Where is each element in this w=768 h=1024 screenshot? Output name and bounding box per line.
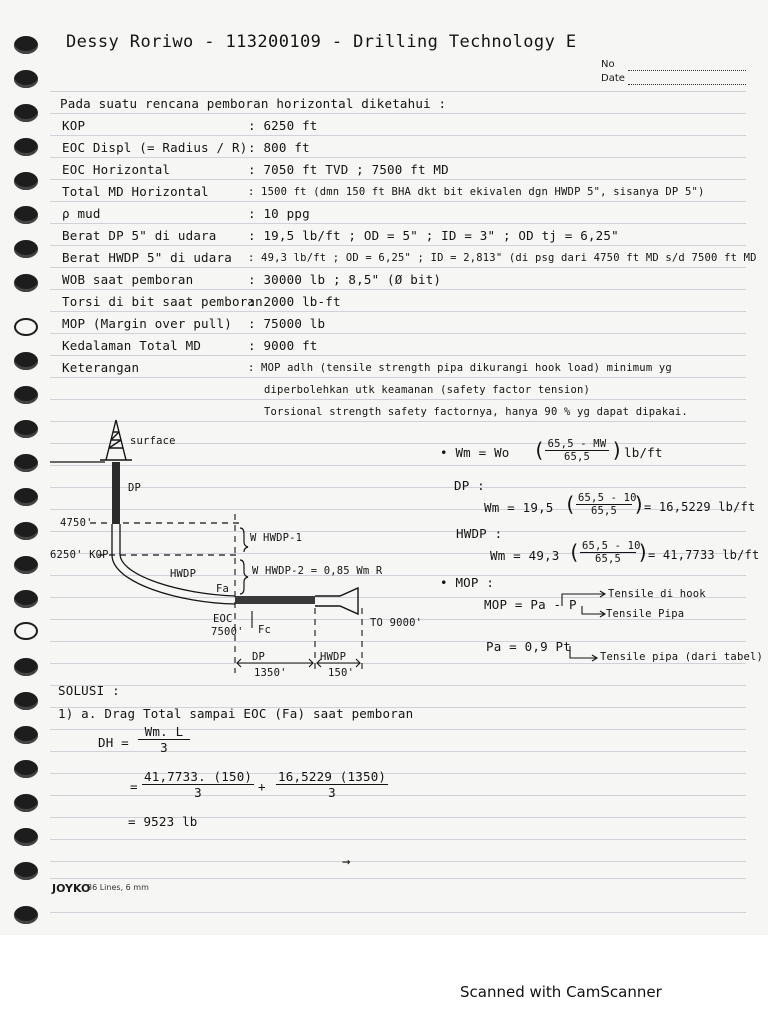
derrick-icon xyxy=(100,420,132,460)
frac-den: 65,5 xyxy=(563,451,591,463)
frac-den: 65,5 xyxy=(594,553,622,565)
formula-mop-label: • MOP : xyxy=(440,575,495,590)
given-label: Berat DP 5" di udara xyxy=(62,228,217,243)
frac-num: Wm. L xyxy=(138,724,190,740)
given-label: Berat HWDP 5" di udara xyxy=(62,250,232,265)
diagram-surface-label: surface xyxy=(130,435,176,447)
paren-open: ( xyxy=(568,540,581,564)
given-label: Total MD Horizontal xyxy=(62,184,209,199)
diagram-len-dp: 1350' xyxy=(254,667,287,679)
formula-wm-lhs: • Wm = Wo xyxy=(440,445,510,460)
diagram-hwdp-label: HWDP xyxy=(170,568,197,580)
page-title: Dessy Roriwo - 113200109 - Drilling Technology E xyxy=(66,32,577,52)
given-value: : 19,5 lb/ft ; OD = 5" ; ID = 3" ; OD tj = 6,25" xyxy=(248,228,619,243)
formula-dp-lhs: Wm = 19,5 xyxy=(484,500,554,515)
given-value: : MOP adlh (tensile strength pipa dikurangi hook load) minimum yg xyxy=(248,362,672,374)
given-label: KOP xyxy=(62,118,86,133)
pa-arrow xyxy=(568,644,600,664)
diagram-depth-4750: 4750' xyxy=(60,517,93,529)
given-value: : 10 ppg xyxy=(248,206,310,221)
given-label: ρ mud xyxy=(62,206,101,221)
diagram-whwdp1: W HWDP-1 xyxy=(250,532,303,544)
date-label: Date xyxy=(601,73,625,84)
formula-wm-frac xyxy=(545,438,609,463)
diagram-hwdp-bottom: HWDP xyxy=(320,651,347,663)
given-label: EOC Horizontal xyxy=(62,162,171,177)
paren-open: ( xyxy=(533,438,546,462)
diagram-len-hwdp: 150' xyxy=(328,667,355,679)
no-label: No xyxy=(601,59,615,70)
formula-pa-eq: Pa = 0,9 Pt xyxy=(486,639,571,654)
given-label: EOC Displ (= Radius / R) xyxy=(62,140,248,155)
formula-hwdp-frac xyxy=(580,540,641,565)
given-value: : 49,3 lb/ft ; OD = 6,25" ; ID = 2,813" (di psg dari 4750 ft MD s/d 7500 ft MD xyxy=(248,252,757,264)
diagram-eoc-depth: 7500' xyxy=(211,626,244,638)
diagram-eoc: EOC xyxy=(213,613,233,625)
plus-sign: + xyxy=(258,779,266,794)
given-label: MOP (Margin over pull) xyxy=(62,316,232,331)
mop-arrows xyxy=(560,588,608,618)
diagram-fc: Fc xyxy=(258,624,272,636)
paren-close: ) xyxy=(611,438,624,462)
frac-num: 65,5 - MW xyxy=(545,438,609,451)
pa-tensile-tabel: Tensile pipa (dari tabel) xyxy=(600,651,764,663)
given-value: : 800 ft xyxy=(248,140,310,155)
formula-dp-result: = 16,5229 lb/ft xyxy=(644,500,756,514)
frac-num: 65,5 - 10 xyxy=(578,492,637,504)
given-value: : 9000 ft xyxy=(248,338,318,353)
paren-close: ) xyxy=(633,492,646,516)
diagram-fa: Fa xyxy=(216,583,230,595)
solution-result: = 9523 lb xyxy=(128,814,198,829)
diagram-td: TO 9000' xyxy=(370,617,423,629)
frac-num: 16,5229 (1350) xyxy=(278,769,387,784)
ruling-label: 36 Lines, 6 mm xyxy=(87,883,149,892)
dp-section xyxy=(112,462,120,524)
frac-num: 65,5 - 10 xyxy=(582,540,641,552)
scanner-watermark: Scanned with CamScanner xyxy=(460,983,662,1001)
paren-open: ( xyxy=(564,492,577,516)
diagram-dp-label: DP xyxy=(128,482,142,494)
formula-dp-frac xyxy=(576,492,637,517)
diagram-depth-kop: 6250' KOP xyxy=(50,549,109,561)
given-value: : 2000 lb-ft xyxy=(248,294,341,309)
formula-wm-unit: lb/ft xyxy=(624,445,663,460)
term2-frac xyxy=(276,769,388,800)
given-label: Kedalaman Total MD xyxy=(62,338,202,353)
given-value: : 6250 ft xyxy=(248,118,318,133)
dh-lhs: DH = xyxy=(98,735,129,750)
formula-hwdp-result: = 41,7733 lb/ft xyxy=(648,548,760,562)
term1-frac xyxy=(142,769,254,800)
diagram-whwdp2: W HWDP-2 = 0,85 Wm R xyxy=(252,565,383,577)
solution-step: 1) a. Drag Total sampai EOC (Fa) saat pemboran xyxy=(58,706,414,721)
given-label: WOB saat pemboran xyxy=(62,272,194,287)
mop-tensile-pipa: Tensile Pipa xyxy=(606,608,685,620)
given-value: : 30000 lb ; 8,5" (Ø bit) xyxy=(248,272,442,287)
given-value: : 1500 ft (dmn 150 ft BHA dkt bit ekivalen dgn HWDP 5", sisanya DP 5") xyxy=(248,186,705,198)
formula-hwdp-lhs: Wm = 49,3 xyxy=(490,548,560,563)
given-label: Torsi di bit saat pemboran xyxy=(62,294,263,309)
date-line xyxy=(628,84,746,85)
formula-dp-label: DP : xyxy=(454,478,485,493)
dh-frac xyxy=(138,724,190,755)
keterangan-line: Torsional strength safety factornya, hanya 90 % yg dapat dipakai. xyxy=(264,406,688,418)
eq-sign: = xyxy=(130,779,138,794)
horizontal-dp xyxy=(235,596,315,604)
solution-heading: SOLUSI : xyxy=(58,683,120,698)
frac-den: 3 xyxy=(160,740,168,755)
given-value: : 7050 ft TVD ; 7500 ft MD xyxy=(248,162,449,177)
bit-icon xyxy=(315,588,358,614)
paren-close: ) xyxy=(637,540,650,564)
given-label: Keterangan xyxy=(62,360,140,375)
given-value: : 75000 lb xyxy=(248,316,326,331)
formula-mop-eq: MOP = Pa - P xyxy=(484,597,577,612)
brand-logo: JOYKO xyxy=(52,882,91,895)
continue-arrow-icon: → xyxy=(342,854,351,870)
formula-hwdp-label: HWDP : xyxy=(456,526,503,541)
intro-text: Pada suatu rencana pemboran horizontal diketahui : xyxy=(60,96,447,111)
keterangan-line: diperbolehkan utk keamanan (safety factor tension) xyxy=(264,384,591,396)
frac-den: 3 xyxy=(194,785,202,800)
mop-tensile-hook: Tensile di hook xyxy=(608,588,706,600)
frac-den: 65,5 xyxy=(590,505,618,517)
no-line xyxy=(628,70,746,71)
frac-den: 3 xyxy=(328,785,336,800)
frac-num: 41,7733. (150) xyxy=(144,769,253,784)
diagram-dp-bottom: DP xyxy=(252,651,266,663)
